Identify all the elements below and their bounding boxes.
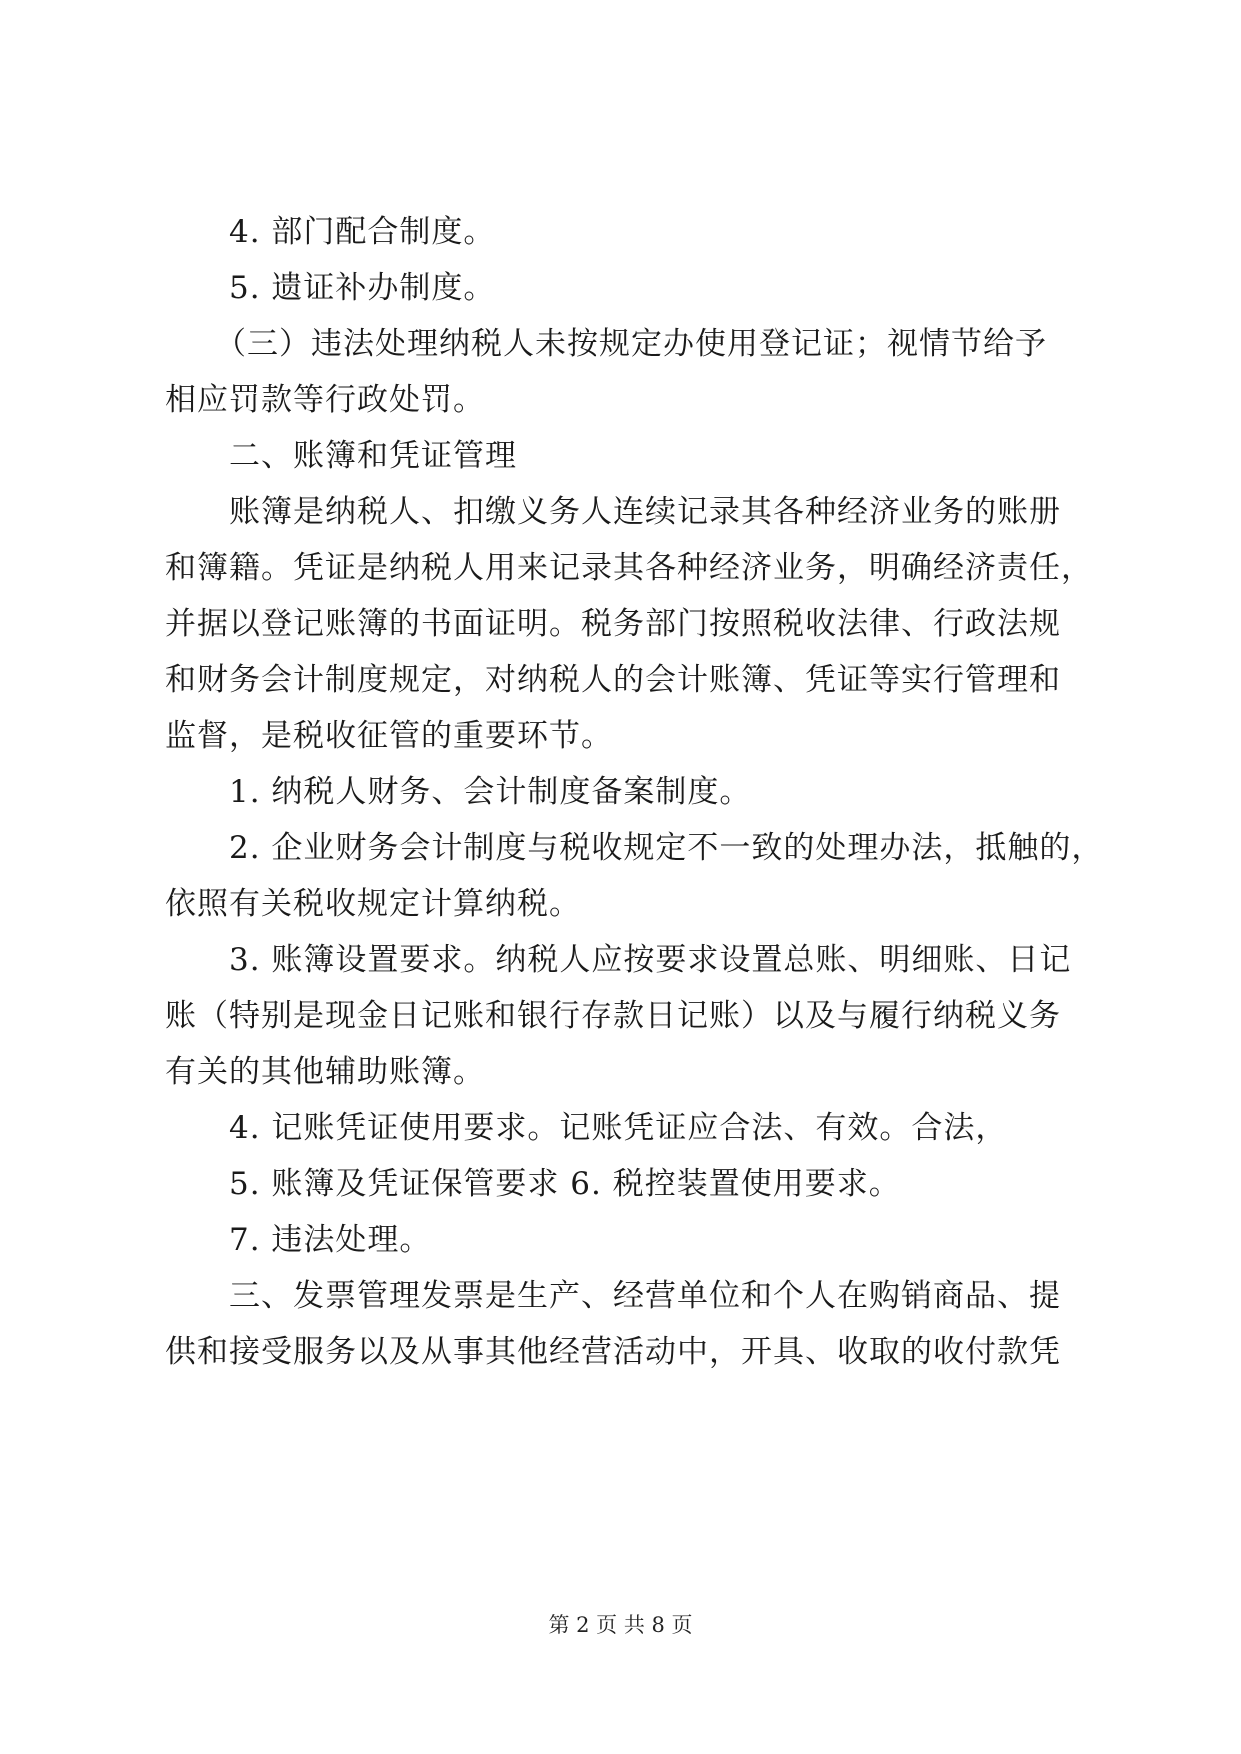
paragraph-line: 和簿籍。凭证是纳税人用来记录其各种经济业务，明确经济责任， [165,550,1093,586]
paragraph-line: 供和接受服务以及从事其他经营活动中，开具、收取的收付款凭 [165,1334,1061,1370]
paragraph-line: 4. 部门配合制度。 [229,214,496,250]
paragraph-line: 7. 违法处理。 [229,1222,432,1258]
paragraph-line: 3. 账簿设置要求。纳税人应按要求设置总账、明细账、日记 [229,942,1072,978]
section-heading: 三、发票管理发票是生产、经营单位和个人在购销商品、提 [229,1278,1061,1314]
paragraph-line: 相应罚款等行政处罚。 [165,382,485,418]
page-number-footer: 第 2 页 共 8 页 [548,1613,693,1637]
paragraph-line: 5. 遗证补办制度。 [229,270,496,306]
paragraph-line: 4. 记账凭证使用要求。记账凭证应合法、有效。合法， [229,1110,1008,1146]
paragraph-line: 依照有关税收规定计算纳税。 [165,886,581,922]
paragraph-line: 和财务会计制度规定，对纳税人的会计账簿、凭证等实行管理和 [165,662,1061,698]
paragraph-line: （三）违法处理纳税人未按规定办使用登记证；视情节给予 [215,326,1047,362]
paragraph-line: 1. 纳税人财务、会计制度备案制度。 [229,774,752,810]
paragraph-line: 有关的其他辅助账簿。 [165,1054,485,1090]
paragraph-line: 监督，是税收征管的重要环节。 [165,718,613,754]
paragraph-line: 5. 账簿及凭证保管要求 6. 税控装置使用要求。 [229,1166,901,1202]
paragraph-line: 账簿是纳税人、扣缴义务人连续记录其各种经济业务的账册 [229,494,1061,530]
section-heading: 二、账簿和凭证管理 [229,438,517,474]
paragraph-line: 账（特别是现金日记账和银行存款日记账）以及与履行纳税义务 [165,998,1061,1034]
paragraph-line: 并据以登记账簿的书面证明。税务部门按照税收法律、行政法规 [165,606,1061,642]
paragraph-line: 2. 企业财务会计制度与税收规定不一致的处理办法，抵触的， [229,830,1104,866]
